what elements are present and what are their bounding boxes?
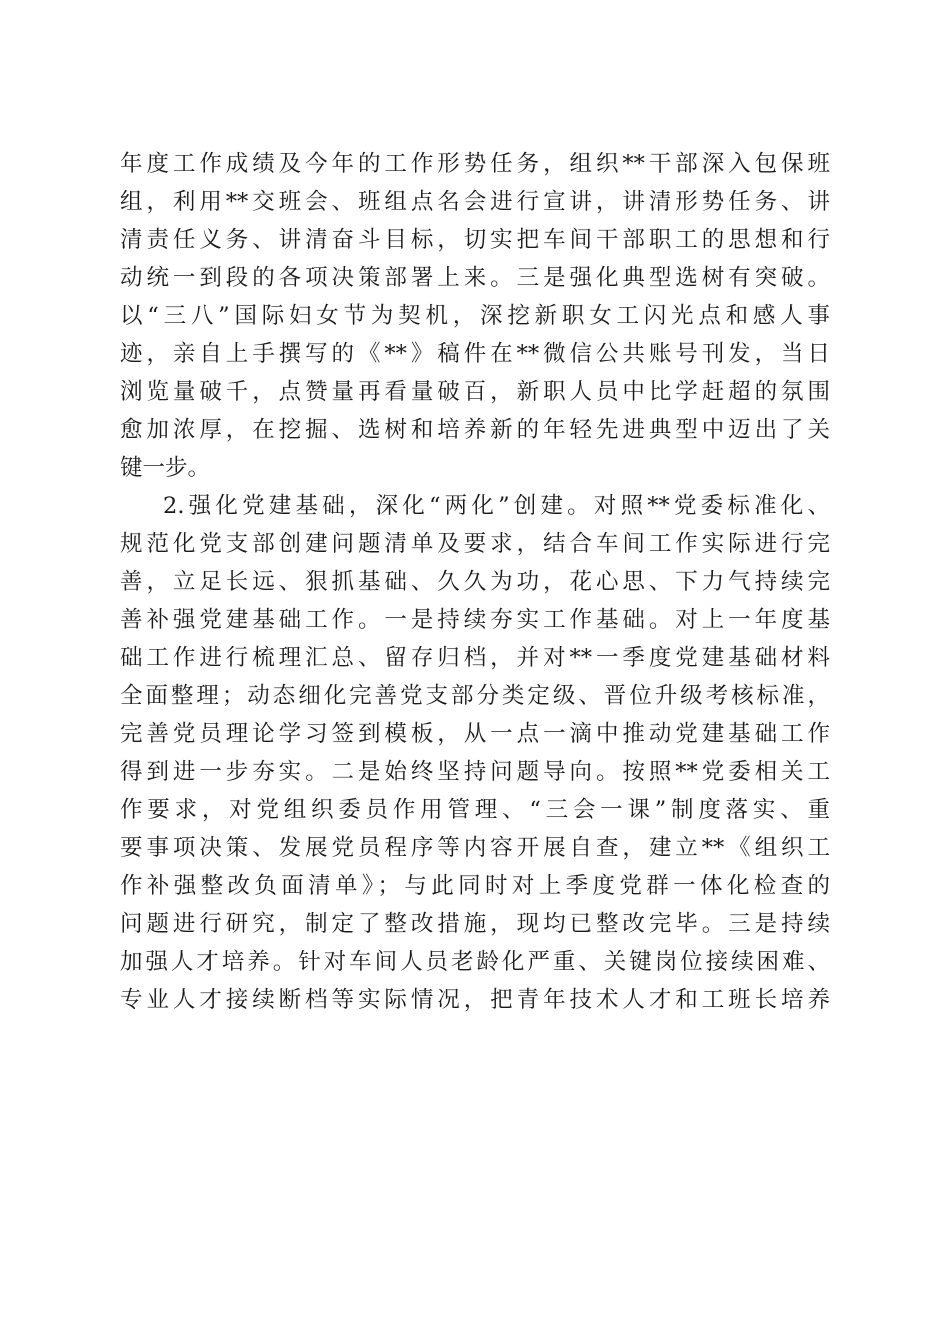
paragraph-line: 作补强整改负面清单》；与此同时对上季度党群一体化检查的 [120, 873, 830, 899]
paragraph-line: 键一步。 [120, 455, 211, 481]
paragraph-line: 问题进行研究，制定了整改措施，现均已整改完毕。三是持续 [120, 911, 830, 937]
paragraph-line: 善补强党建基础工作。一是持续夯实工作基础。对上一年度基 [120, 607, 830, 633]
paragraph-line: 愈加浓厚，在挖掘、选树和培养新的年轻先进典型中迈出了关 [120, 417, 830, 443]
paragraph-line: 善，立足长远、狠抓基础、久久为功，花心思、下力气持续完 [120, 569, 830, 595]
paragraph-line: 础工作进行梳理汇总、留存归档，并对**一季度党建基础材料 [120, 645, 830, 671]
paragraph-line: 全面整理；动态细化完善党支部分类定级、晋位升级考核标准， [120, 683, 830, 709]
paragraph-line: 浏览量破千，点赞量再看量破百，新职人员中比学赶超的氛围 [120, 379, 830, 405]
paragraph-line: 组，利用**交班会、班组点名会进行宣讲，讲清形势任务、讲 [120, 189, 830, 215]
paragraph-line: 加强人才培养。针对车间人员老龄化严重、关键岗位接续困难、 [120, 949, 830, 975]
paragraph-1 [120, 145, 830, 487]
document-body [120, 145, 830, 1019]
paragraph-line: 规范化党支部创建问题清单及要求，结合车间工作实际进行完 [120, 531, 830, 557]
paragraph-line: 要事项决策、发展党员程序等内容开展自查，建立**《组织工 [120, 835, 830, 861]
paragraph-line: 完善党员理论学习签到模板，从一点一滴中推动党建基础工作 [120, 721, 830, 747]
paragraph-line: 专业人才接续断档等实际情况，把青年技术人才和工班长培养 [120, 987, 830, 1013]
paragraph-line: 作要求，对党组织委员作用管理、“三会一课”制度落实、重 [120, 797, 830, 823]
paragraph-line: 清责任义务、讲清奋斗目标，切实把车间干部职工的思想和行 [120, 227, 830, 253]
paragraph-line: 2.强化党建基础，深化“两化”创建。对照**党委标准化、 [163, 493, 830, 519]
paragraph-line: 迹，亲自上手撰写的《**》稿件在**微信公共账号刊发，当日 [120, 341, 830, 367]
paragraph-2 [120, 487, 830, 1019]
paragraph-line: 得到进一步夯实。二是始终坚持问题导向。按照**党委相关工 [120, 759, 830, 785]
paragraph-line: 以“三八”国际妇女节为契机，深挖新职女工闪光点和感人事 [120, 303, 830, 329]
paragraph-line: 动统一到段的各项决策部署上来。三是强化典型选树有突破。 [120, 265, 830, 291]
paragraph-line: 年度工作成绩及今年的工作形势任务，组织**干部深入包保班 [120, 151, 830, 177]
